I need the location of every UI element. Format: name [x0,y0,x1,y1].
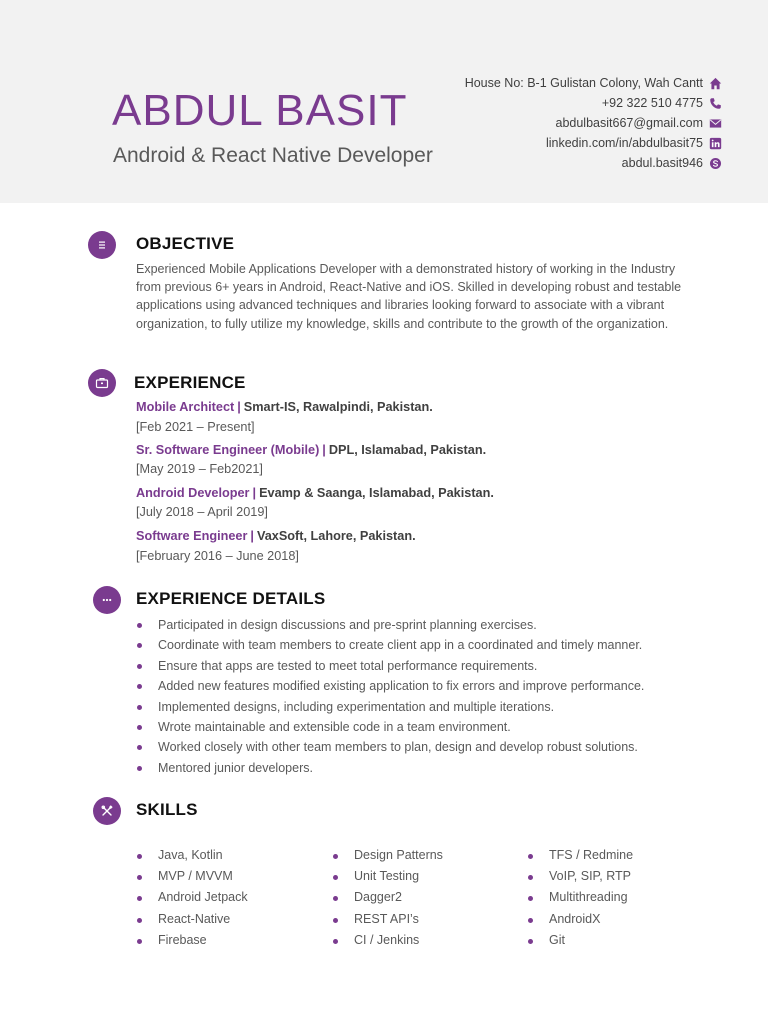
contact-skype-text[interactable]: abdul.basit946 [621,156,703,170]
bullet-dot [137,623,142,628]
bullet-dot [137,643,142,648]
skill-item [527,909,633,930]
bullet-dot [137,875,142,880]
contact-skype[interactable] [392,153,722,173]
skill-text: Design Patterns [354,848,443,862]
job-company: Smart-IS, Rawalpindi, Pakistan. [243,400,433,414]
skill-text: Android Jetpack [158,890,248,905]
menu-lines-icon [88,231,116,259]
list-item [136,758,696,778]
job-dates: [July 2018 – April 2019] [136,505,268,519]
contact-address [392,73,722,93]
bullet-dot [137,766,142,771]
skill-item [136,845,248,866]
job-company: DPL, Islamabad, Pakistan. [328,443,487,457]
objective-text: Experienced Mobile Applications Developer with a demonstrated history of working in the Industry from previous 6+ years in Android, React-Native and iOS. Skilled in developing robust and testable applications using advanced techniques and libraries looking forward to associate with a vibrant organization, to fully utilize my knowledge, skills and contribute to the growth of the organization. [136,262,682,331]
skill-text: Dagger2 [354,890,402,905]
contact-list [392,73,722,173]
bullet-dot [333,918,338,923]
job-entry [136,486,494,500]
objective-heading: OBJECTIVE [136,234,235,253]
contact-address-text: House No: B-1 Gulistan Colony, Wah Cantt [464,76,703,90]
briefcase-icon [88,369,116,397]
list-item [136,615,696,635]
contact-phone[interactable] [392,93,722,113]
job-separator: | [250,529,254,543]
skill-text: Git [549,932,565,947]
job-dates: [May 2019 – Feb2021] [136,462,263,476]
job-entry [136,529,416,543]
list-item [136,656,696,676]
skill-item [527,866,633,887]
email-icon [709,117,722,130]
skill-text: AndroidX [549,911,601,926]
job-dates: [Feb 2021 – Present] [136,420,255,434]
bullet-dot [528,939,533,944]
contact-phone-text[interactable]: +92 322 510 4775 [601,96,703,110]
bullet-dot [137,745,142,750]
list-item [136,635,696,655]
bullet-dot [137,854,142,859]
job-separator: | [322,443,326,457]
detail-text: Coordinate with team members to create client app in a coordinated and timely manner. [158,638,643,653]
job-separator: | [237,400,241,414]
phone-icon [709,97,722,110]
job-entry [136,443,486,457]
skill-item [332,909,443,930]
skill-text: Java, Kotlin [158,848,223,862]
list-item [136,697,696,717]
skill-item [136,866,248,887]
skills-column [332,845,443,951]
job-title: Mobile Architect [136,400,235,414]
bullet-dot [528,854,533,859]
job-company: Evamp & Saanga, Islamabad, Pakistan. [259,486,494,500]
job-company: VaxSoft, Lahore, Pakistan. [256,529,416,543]
detail-text: Wrote maintainable and extensible code in a team environment. [158,719,511,734]
skill-item [136,930,248,951]
skill-item [136,887,248,908]
skill-item [332,887,443,908]
skype-icon [709,157,722,170]
linkedin-icon [709,137,722,150]
person-name: ABDUL BASIT [112,86,408,135]
skill-item [332,845,443,866]
bullet-dot [137,684,142,689]
skill-text: React-Native [158,911,231,926]
bullet-dot [333,854,338,859]
bullet-dot [528,896,533,901]
bullet-dot [137,939,142,944]
skill-text: Multithreading [549,890,628,905]
bullet-dot [137,705,142,710]
detail-text: Implemented designs, including experimentation and multiple iterations. [158,699,555,714]
skill-item [527,887,633,908]
detail-text: Worked closely with other team members to plan, design and develop robust solutions. [158,740,638,755]
skill-item [136,909,248,930]
skill-item [332,866,443,887]
detail-text: Ensure that apps are tested to meet total performance requirements. [158,658,538,673]
bullet-dot [137,664,142,669]
bullet-dot [333,875,338,880]
list-item [136,737,696,757]
contact-email-text[interactable]: abdulbasit667@gmail.com [555,116,703,130]
contact-linkedin-text[interactable]: linkedin.com/in/abdulbasit75 [545,136,703,150]
skills-heading: SKILLS [136,800,198,819]
bullet-dot [333,896,338,901]
skill-text: CI / Jenkins [354,932,420,947]
skill-item [332,930,443,951]
skill-text: MVP / MVVM [158,869,233,884]
detail-text: Participated in design discussions and pre-sprint planning exercises. [158,618,537,632]
job-dates: [February 2016 – June 2018] [136,549,299,563]
bullet-dot [137,896,142,901]
job-separator: | [252,486,257,500]
contact-linkedin[interactable] [392,133,722,153]
ellipsis-icon [93,586,121,614]
bullet-dot [333,939,338,944]
detail-text: Mentored junior developers. [158,760,313,775]
skill-item [527,845,633,866]
skill-item [527,930,633,951]
experience-details-heading: EXPERIENCE DETAILS [136,589,326,608]
skill-text: Firebase [158,932,207,947]
detail-text: Added new features modified existing application to fix errors and improve performance. [158,679,645,694]
skill-text: REST API’s [354,911,419,926]
skills-column [527,845,633,951]
job-title: Sr. Software Engineer (Mobile) [136,443,320,457]
job-title: Software Engineer [136,529,248,543]
job-entry [136,400,433,414]
list-item [136,717,696,737]
job-role: Android & React Native Developer [113,144,433,167]
job-title: Android Developer [136,486,250,500]
skill-text: TFS / Redmine [549,848,634,862]
bullet-dot [528,918,533,923]
bullet-dot [137,918,142,923]
tools-icon [93,797,121,825]
skills-column [136,845,248,951]
experience-details-list [136,615,696,778]
contact-email[interactable] [392,113,722,133]
list-item [136,676,696,696]
skill-text: Unit Testing [354,869,420,884]
home-icon [709,77,722,90]
experience-heading: EXPERIENCE [134,373,246,392]
skill-text: VoIP, SIP, RTP [549,869,632,884]
bullet-dot [137,725,142,730]
bullet-dot [528,875,533,880]
